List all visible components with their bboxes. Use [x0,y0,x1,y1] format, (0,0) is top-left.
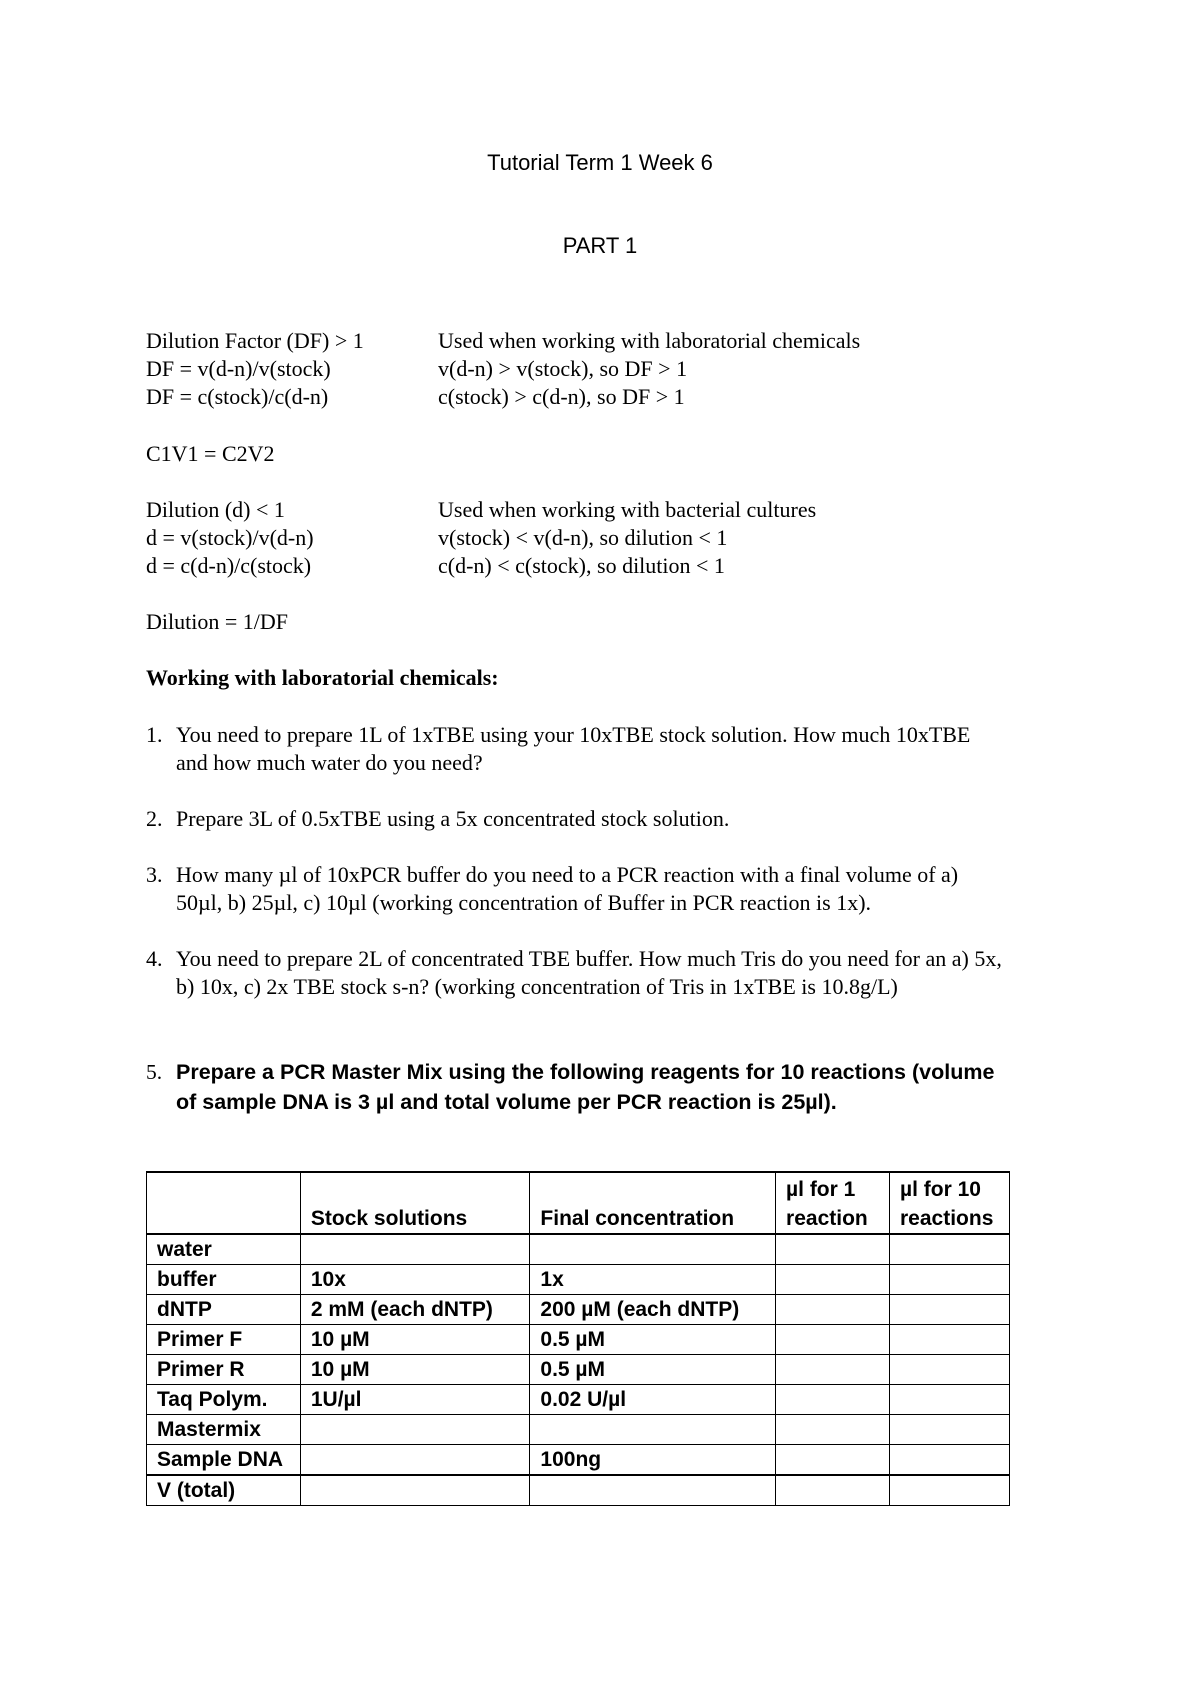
table-cell [776,1445,890,1476]
question-text: Prepare 3L of 0.5xTBE using a 5x concentrated stock solution. [176,806,730,831]
table-cell: 10x [300,1265,530,1295]
formula-right: c(stock) > c(d-n), so DF > 1 [438,384,685,409]
table-row [147,1445,1010,1476]
table-cell: V (total) [147,1475,301,1506]
formula-left: DF = c(stock)/c(d-n) [146,384,329,409]
formula-left: DF = v(d-n)/v(stock) [146,356,331,381]
question-number: 2. [146,806,163,831]
table-cell: 0.5 µM [530,1325,776,1355]
question-text: How many µl of 10xPCR buffer do you need to a PCR reaction with a final volume of a) 50µl, b) 25µl, c) 10µl (working concentration of Buffer in PCR reaction is 1x). [176,862,959,915]
table-cell [776,1234,890,1265]
question-number: 4. [146,946,163,971]
question-5 [146,1057,1006,1117]
question-text: You need to prepare 1L of 1xTBE using your 10xTBE stock solution. How much 10xTBE and how much water do you need? [176,722,971,775]
question-text: You need to prepare 2L of concentrated TBE buffer. How much Tris do you need for an a) 5x, b) 10x, c) 2x TBE stock s-n? (working concentration of Tris in 1xTBE is 10.8g/L) [176,946,1002,999]
formula-row [146,327,860,355]
table-cell [890,1385,1010,1415]
c1v1-equation: C1V1 = C2V2 [146,441,275,466]
table-cell: Primer F [147,1325,301,1355]
table-cell [300,1475,530,1506]
table-cell [890,1475,1010,1506]
table-header-cell: Stock solutions [300,1172,530,1234]
table-row [147,1325,1010,1355]
table-cell: 200 µM (each dNTP) [530,1295,776,1325]
formula-left: Dilution Factor (DF) > 1 [146,328,364,353]
dilution-formulas [146,496,816,580]
table-row [147,1385,1010,1415]
table-cell [890,1295,1010,1325]
formula-row [146,552,816,580]
table-cell [890,1234,1010,1265]
table-cell [530,1475,776,1506]
question-1 [146,721,1006,777]
table-cell [300,1415,530,1445]
table-cell [890,1265,1010,1295]
question-number: 3. [146,862,163,887]
table-cell: Primer R [147,1355,301,1385]
question-4 [146,945,1006,1001]
formula-row [146,496,816,524]
formula-right: Used when working with laboratorial chemicals [438,328,861,353]
table-cell: buffer [147,1265,301,1295]
table-cell: Taq Polym. [147,1385,301,1415]
question-number: 5. [146,1060,163,1084]
dilution-equation: Dilution = 1/DF [146,609,288,634]
table-cell [776,1385,890,1415]
table-cell: 0.02 U/µl [530,1385,776,1415]
table-cell: 0.5 µM [530,1355,776,1385]
table-row [147,1265,1010,1295]
formula-left: Dilution (d) < 1 [146,497,285,522]
document-title: Tutorial Term 1 Week 6 [487,150,713,175]
question-text: Prepare a PCR Master Mix using the following reagents for 10 reactions (volume of sample DNA is 3 µl and total volume per PCR reaction is 25µl). [176,1060,995,1114]
table-cell [776,1355,890,1385]
table-cell: 1U/µl [300,1385,530,1415]
formula-right: v(d-n) > v(stock), so DF > 1 [438,356,688,381]
table-cell: 100ng [530,1445,776,1476]
table-cell: 2 mM (each dNTP) [300,1295,530,1325]
table-cell: 1x [530,1265,776,1295]
dilution-factor-formulas [146,327,860,411]
table-header-cell: Final concentration [530,1172,776,1234]
question-number: 1. [146,722,163,747]
question-2 [146,805,1006,833]
table-cell [890,1355,1010,1385]
table-cell [776,1415,890,1445]
formula-row [146,355,860,383]
table-cell: Mastermix [147,1415,301,1445]
formula-right: c(d-n) < c(stock), so dilution < 1 [438,553,725,578]
section-heading: Working with laboratorial chemicals: [146,665,499,690]
table-cell [530,1234,776,1265]
table-cell [776,1295,890,1325]
table-header-cell [147,1172,301,1234]
table-cell [890,1445,1010,1476]
table-cell [776,1325,890,1355]
table-row [147,1355,1010,1385]
formula-left: d = c(d-n)/c(stock) [146,553,312,578]
formula-right: v(stock) < v(d-n), so dilution < 1 [438,525,728,550]
table-cell [776,1265,890,1295]
question-3 [146,861,1006,917]
part-heading: PART 1 [562,233,638,258]
table-cell [300,1234,530,1265]
formula-right: Used when working with bacterial cultures [438,497,817,522]
table-cell [890,1325,1010,1355]
table-cell [300,1445,530,1476]
table-cell [530,1415,776,1445]
table-cell [890,1415,1010,1445]
table-row [147,1415,1010,1445]
table-cell: 10 µM [300,1355,530,1385]
table-row [147,1234,1010,1265]
table-cell: Sample DNA [147,1445,301,1476]
table-cell: 10 µM [300,1325,530,1355]
table-row [147,1295,1010,1325]
pcr-master-mix-table [146,1171,1010,1506]
table-cell [776,1475,890,1506]
table-header-cell: µl for 1 reaction [776,1172,890,1234]
table-cell: water [147,1234,301,1265]
table-header-cell: µl for 10 reactions [890,1172,1010,1234]
table-header-row [147,1172,1010,1234]
formula-left: d = v(stock)/v(d-n) [146,525,314,550]
formula-row [146,383,860,411]
table-cell: dNTP [147,1295,301,1325]
formula-row [146,524,816,552]
table-row [147,1475,1010,1506]
